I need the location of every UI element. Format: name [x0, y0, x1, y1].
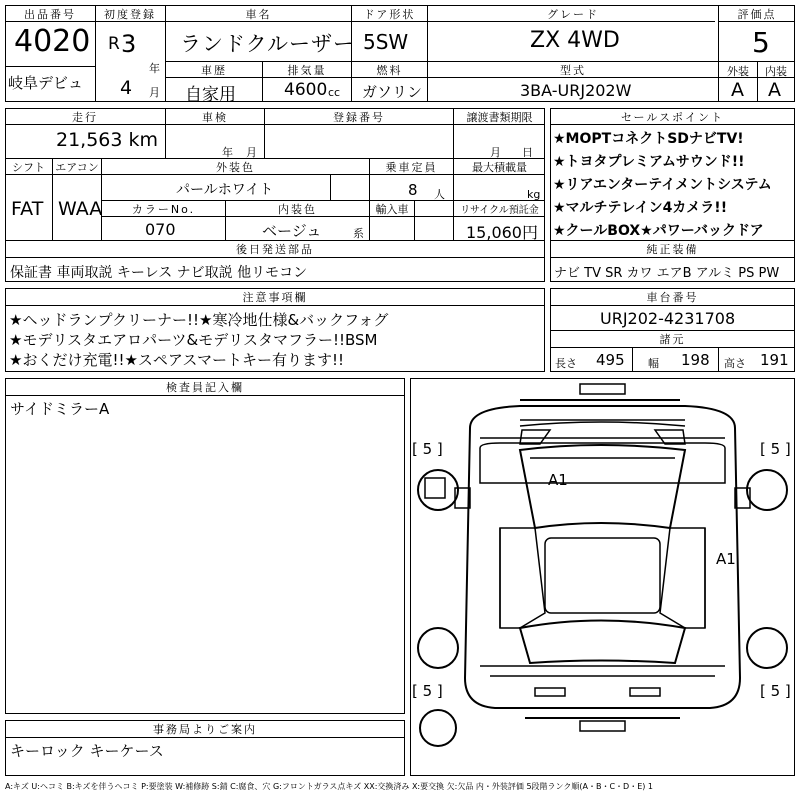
lot-no-label: 出品番号	[24, 8, 76, 21]
score: 5	[752, 26, 770, 59]
inspection-year-unit: 年	[222, 146, 233, 159]
inspector-block	[5, 378, 405, 714]
capacity-unit: 人	[434, 188, 445, 201]
capacity: 8	[408, 181, 418, 199]
sales-point-5: ★クールBOX★パワーバックドア	[553, 223, 764, 239]
note-line-1: ★ヘッドランプクリーナー!!★寒冷地仕様&バックフォグ	[9, 311, 389, 329]
inspection-month-unit: 月	[246, 146, 257, 159]
later-parts: 保証書 車両取説 キーレス ナビ取説 他リモコン	[10, 265, 308, 281]
interior-label: 内装	[765, 65, 787, 78]
grade: ZX 4WD	[530, 28, 620, 53]
history-label: 車歴	[201, 64, 227, 77]
note-line-3: ★おくだけ充電!!★スペアスマートキー有ります!!	[9, 351, 345, 369]
transfer-label: 譲渡書類期限	[466, 111, 533, 124]
recycle-label: リサイクル預託金	[460, 205, 539, 216]
max-load-label: 最大積載量	[472, 161, 527, 174]
era: R	[108, 34, 120, 54]
door: 5SW	[363, 30, 409, 54]
damage-mark-side: A1	[716, 550, 736, 568]
mileage-label: 走行	[72, 111, 98, 124]
shift: FAT	[11, 198, 44, 220]
displacement-unit: cc	[328, 86, 341, 99]
inspection-label: 車検	[202, 111, 228, 124]
reg-month: 4	[120, 77, 133, 99]
import-label: 輸入車	[375, 203, 409, 216]
reg-year: 3	[121, 30, 137, 58]
office-text: キーロック キーケース	[10, 742, 164, 760]
sales-point-1: ★MOPTコネクトSDナビTV!	[553, 131, 744, 147]
tire-fl: [ 5 ]	[412, 440, 443, 458]
interior-color-label: 内装色	[278, 203, 317, 216]
inspector-text: サイドミラーA	[10, 400, 110, 418]
car-diagram	[410, 378, 795, 776]
recycle: 15,060円	[466, 223, 538, 242]
tire-rr: [ 5 ]	[760, 682, 791, 700]
color-label: 外装色	[216, 161, 255, 174]
reg-label: 初度登録	[104, 8, 156, 21]
displacement: 4600	[284, 80, 328, 100]
capacity-label: 乗車定員	[385, 161, 438, 174]
transfer-month-unit: 月	[490, 146, 501, 159]
equipment: ナビ TV SR カワ エアB アルミ PS PW	[554, 266, 780, 281]
reg-month-unit: 月	[149, 86, 160, 99]
score-label: 評価点	[737, 8, 777, 21]
equipment-label: 純正装備	[646, 243, 699, 256]
color: パールホワイト	[176, 182, 274, 198]
grade-label: グレード	[547, 8, 599, 21]
height: 191	[760, 351, 789, 369]
length: 495	[596, 351, 625, 369]
fuel: ガソリン	[362, 83, 423, 101]
ac: WAA	[58, 198, 103, 220]
reg-year-unit: 年	[149, 62, 160, 75]
notes-label: 注意事項欄	[242, 291, 308, 304]
color-no-label: カラーNo.	[131, 203, 196, 216]
sales-point-3: ★リアエンターテイメントシステム	[553, 177, 772, 193]
office-label: 事務局よりご案内	[153, 723, 257, 736]
later-parts-label: 後日発送部品	[236, 243, 314, 256]
interior-color: ベージュ	[262, 222, 322, 240]
tire-rl: [ 5 ]	[412, 682, 443, 700]
height-label: 高さ	[724, 357, 746, 370]
length-label: 長さ	[555, 357, 577, 370]
plate-label: 登録番号	[333, 111, 385, 124]
sales-point-4: ★マルチテレイン4カメラ!!	[553, 200, 728, 216]
lot-no: 4020	[14, 24, 91, 59]
inspector-label: 検査員記入欄	[166, 381, 244, 394]
venue: 岐阜デビュ	[8, 74, 84, 92]
note-line-2: ★モデリスタエアロパーツ&モデリスタマフラー!!BSM	[9, 331, 378, 349]
shift-label: シフト	[12, 161, 45, 174]
history: 自家用	[185, 85, 236, 105]
tire-fr: [ 5 ]	[760, 440, 791, 458]
fuel-label: 燃料	[376, 64, 403, 77]
color-no: 070	[145, 220, 176, 239]
mileage: 21,563 km	[56, 129, 159, 151]
max-load-unit: kg	[527, 188, 541, 201]
model-label: 型式	[560, 64, 586, 77]
exterior-label: 外装	[727, 65, 749, 78]
width: 198	[681, 351, 710, 369]
interior-color-unit: 系	[353, 227, 364, 240]
exterior-grade: A	[731, 79, 744, 101]
legend: A:キズ U:ヘコミ B:キズを伴うヘコミ P:要塗装 W:補修跡 S:錆 C:腐食、穴 G:フロントガラス点キズ XX:交換済み X:要交換 欠:欠品 内・外装評価 5段階ランク順(A・B・C・D・E) 1	[5, 782, 654, 791]
sales-points-label: セールスポイント	[620, 111, 724, 124]
chassis-number: URJ202-4231708	[600, 309, 736, 328]
transfer-day-unit: 日	[522, 146, 533, 159]
car-name: ランドクルーザー	[180, 32, 355, 56]
width-label: 幅	[648, 357, 659, 370]
model: 3BA-URJ202W	[520, 81, 632, 100]
interior-grade: A	[768, 79, 781, 101]
damage-mark-roof: A1	[548, 471, 568, 489]
door-label: ドア形状	[363, 8, 416, 21]
ac-label: エアコン	[55, 161, 99, 174]
sales-point-2: ★トヨタプレミアムサウンド!!	[553, 154, 745, 170]
displacement-label: 排気量	[287, 64, 327, 77]
car-name-label: 車名	[245, 8, 272, 21]
specs-label: 諸元	[659, 333, 686, 346]
chassis-label: 車台番号	[646, 291, 699, 304]
